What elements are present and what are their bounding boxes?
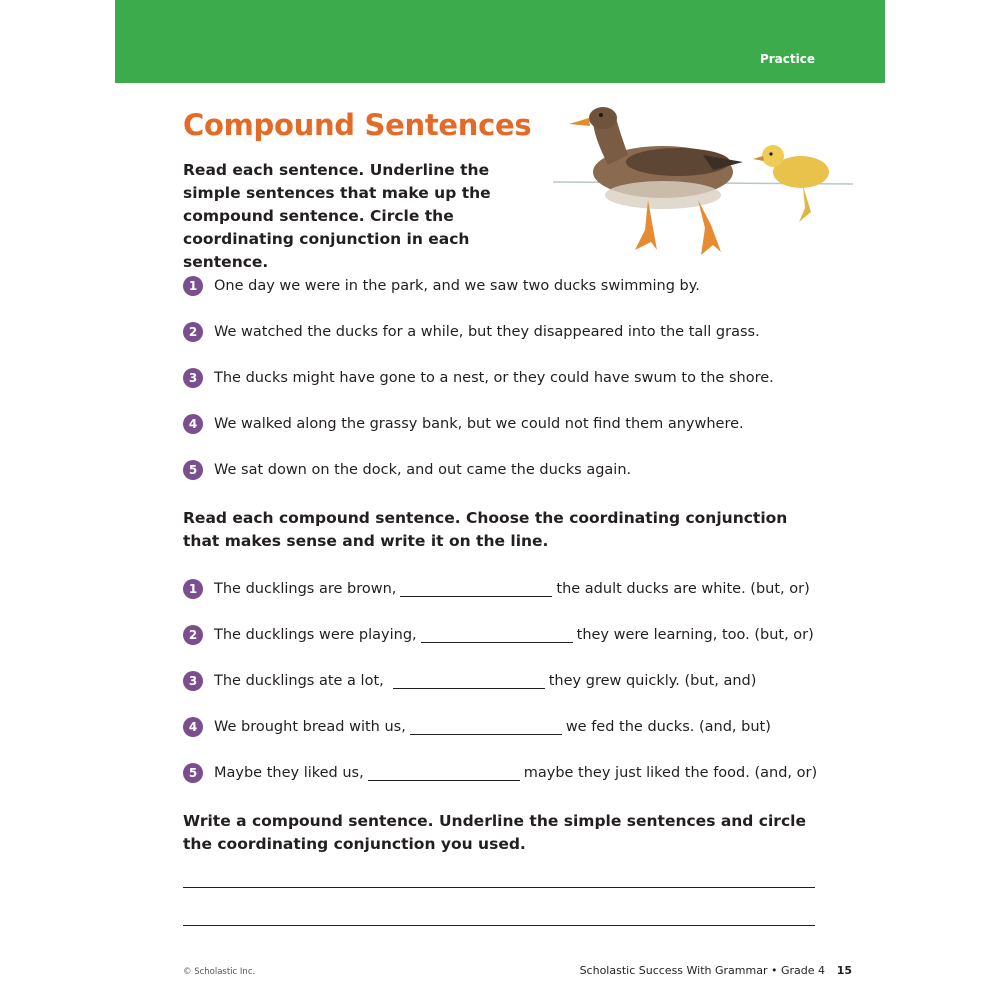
answer-blank-line[interactable] — [368, 766, 520, 781]
item-text: We sat down on the dock, and out came the ducks again. — [214, 462, 632, 478]
list-item — [183, 623, 814, 647]
item-number-badge: 1 — [183, 276, 203, 296]
item-text-before: The ducklings were playing, — [214, 627, 417, 643]
answer-blank-line[interactable] — [421, 628, 573, 643]
item-text-after: the adult ducks are white. (but, or) — [556, 581, 810, 597]
list-item — [183, 412, 744, 436]
page-title: Compound Sentences — [183, 108, 532, 142]
item-text: The ducks might have gone to a nest, or they could have swum to the shore. — [214, 370, 774, 386]
item-number-badge: 3 — [183, 368, 203, 388]
item-text: One day we were in the park, and we saw two ducks swimming by. — [214, 278, 700, 294]
item-text-before: We brought bread with us, — [214, 719, 406, 735]
copyright: © Scholastic Inc. — [183, 967, 256, 977]
item-number-badge: 3 — [183, 671, 203, 691]
list-item — [183, 274, 700, 298]
list-item — [183, 761, 817, 785]
item-text-after: maybe they just liked the food. (and, or) — [523, 765, 818, 781]
item-number-badge: 5 — [183, 460, 203, 480]
section1-instructions: Read each sentence. Underline the simple sentences that make up the compound sentence. Circle the coordinating conjunction in each sentence. — [183, 161, 491, 271]
item-text: We walked along the grassy bank, but we could not find them anywhere. — [214, 416, 744, 432]
list-item — [183, 320, 760, 344]
item-number-badge: 2 — [183, 322, 203, 342]
item-number-badge: 5 — [183, 763, 203, 783]
item-text-before: The ducklings are brown, — [214, 581, 397, 597]
writing-line[interactable] — [183, 887, 815, 888]
answer-blank-line[interactable] — [410, 720, 562, 735]
list-item — [183, 366, 774, 390]
item-text-before: The ducklings ate a lot, — [214, 673, 384, 689]
list-item — [183, 715, 771, 739]
header-bar — [115, 0, 885, 83]
item-text-before: Maybe they liked us, — [214, 765, 364, 781]
list-item — [183, 458, 631, 482]
section2-instructions: Read each compound sentence. Choose the coordinating conjunction that makes sense and write it on the line. — [183, 509, 788, 550]
item-number-badge: 2 — [183, 625, 203, 645]
page-number: 15 — [836, 964, 852, 977]
header-label: Practice — [759, 52, 815, 66]
item-number-badge: 4 — [183, 414, 203, 434]
writing-line[interactable] — [183, 925, 815, 926]
list-item — [183, 669, 756, 693]
section3-instructions: Write a compound sentence. Underline the simple sentences and circle the coordinating conjunction you used. — [183, 812, 806, 853]
item-number-badge: 1 — [183, 579, 203, 599]
duck-image — [553, 100, 858, 270]
book-title: Scholastic Success With Grammar • Grade 4 — [579, 964, 825, 977]
answer-blank-line[interactable] — [393, 674, 545, 689]
answer-blank-line[interactable] — [400, 582, 552, 597]
item-text: We watched the ducks for a while, but they disappeared into the tall grass. — [214, 324, 760, 340]
list-item — [183, 577, 810, 601]
item-number-badge: 4 — [183, 717, 203, 737]
item-text-after: they were learning, too. (but, or) — [576, 627, 814, 643]
worksheet-page — [115, 0, 885, 1000]
item-text-after: we fed the ducks. (and, but) — [565, 719, 771, 735]
item-text-after: they grew quickly. (but, and) — [548, 673, 757, 689]
